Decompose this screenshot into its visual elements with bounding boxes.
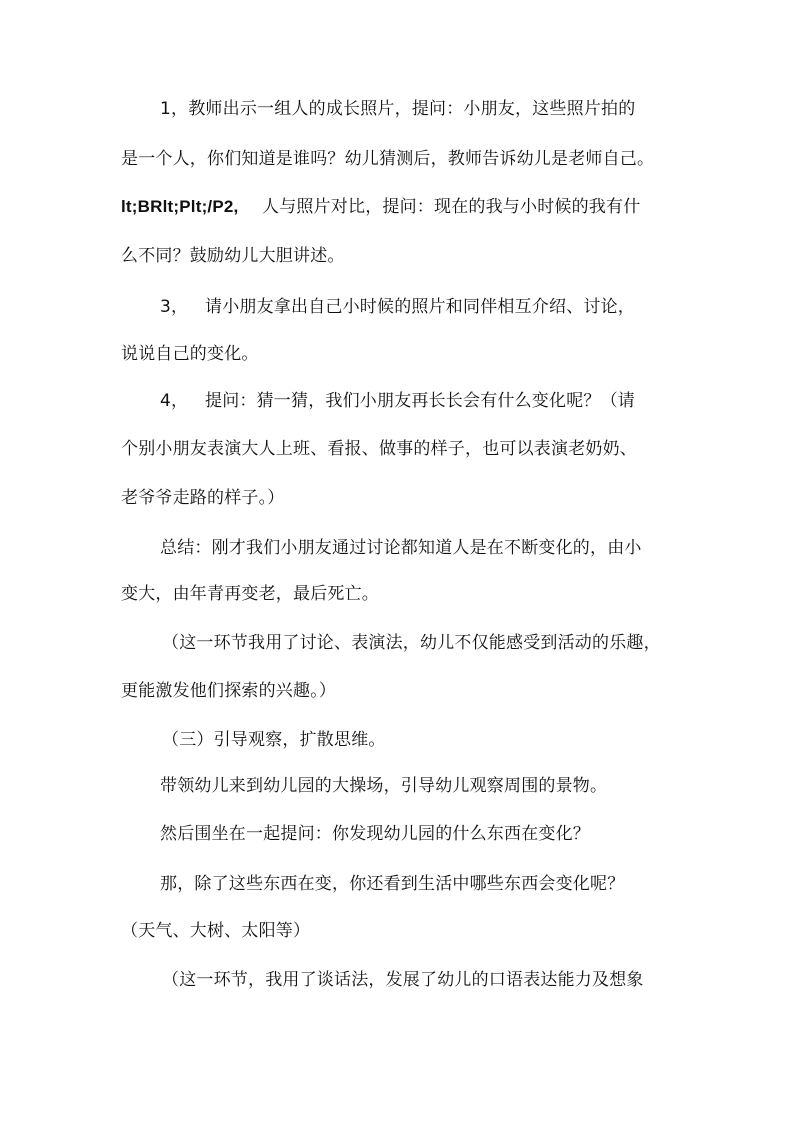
paragraph-line: 么不同？鼓励幼儿大胆讲述。 bbox=[121, 246, 345, 266]
paragraph-line: 提问：猜一猜，我们小朋友再长长会有什么变化呢？（请 bbox=[205, 391, 635, 411]
paragraph-line: 3， bbox=[160, 297, 189, 317]
paragraph-line: 请小朋友拿出自己小时候的照片和同伴相互介绍、讨论， bbox=[205, 297, 635, 317]
paragraph-line: （天气、大树、太阳等） bbox=[121, 921, 311, 941]
paragraph-line: 然后围坐在一起提问：你发现幼儿园的什么东西在变化？ bbox=[160, 824, 590, 844]
paragraph-line: 总结：刚才我们小朋友通过讨论都知道人是在不断变化的，由小 bbox=[160, 538, 642, 558]
paragraph-line: lt;BRlt;Plt;/P2, bbox=[121, 197, 239, 216]
paragraph-line: 那，除了这些东西在变，你还看到生活中哪些东西会变化呢？ bbox=[160, 874, 625, 894]
paragraph-line: 人与照片对比，提问：现在的我与小时候的我有什 bbox=[262, 197, 641, 217]
paragraph-line: （这一环节，我用了谈话法，发展了幼儿的口语表达能力及想象 bbox=[162, 970, 644, 990]
paragraph-line: （这一环节我用了讨论、表演法，幼儿不仅能感受到活动的乐趣， bbox=[162, 633, 661, 653]
paragraph-line: （三）引导观察，扩散思维。 bbox=[162, 730, 386, 750]
paragraph-line: 4， bbox=[160, 391, 189, 411]
paragraph-line: 老爷爷走路的样子。） bbox=[121, 488, 285, 508]
paragraph-line: 个别小朋友表演大人上班、看报、做事的样子，也可以表演老奶奶、 bbox=[121, 439, 637, 459]
paragraph-line: 是一个人，你们知道是谁吗？幼儿猜测后，教师告诉幼儿是老师自己。 bbox=[121, 149, 655, 169]
paragraph-line: 1，教师出示一组人的成长照片，提问：小朋友，这些照片拍的 bbox=[160, 99, 636, 119]
paragraph-line: 说说自己的变化。 bbox=[121, 344, 259, 364]
paragraph-line: 变大，由年青再变老，最后死亡。 bbox=[121, 584, 379, 604]
paragraph-line: 更能激发他们探索的兴趣。） bbox=[121, 681, 337, 701]
paragraph-line: 带领幼儿来到幼儿园的大操场，引导幼儿观察周围的景物。 bbox=[160, 776, 608, 796]
